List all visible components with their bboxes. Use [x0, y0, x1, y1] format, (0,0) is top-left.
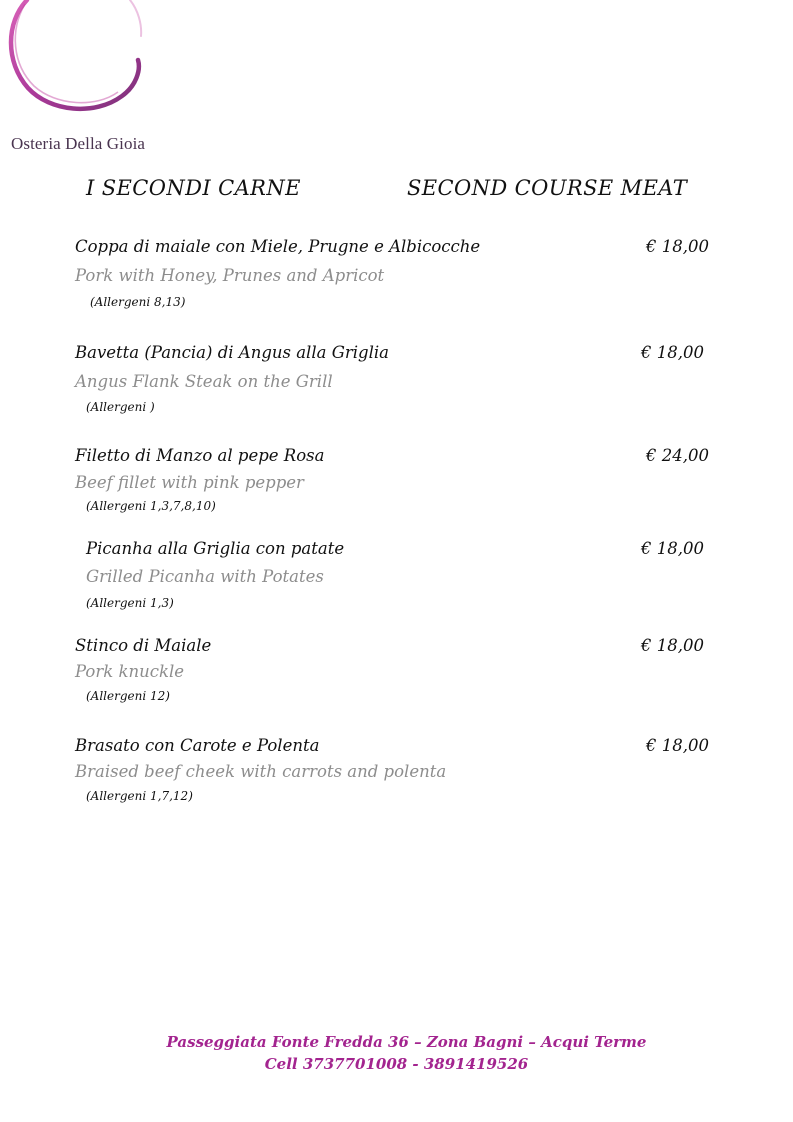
dish-price: € 18,00 [646, 736, 709, 755]
dish-allergens: (Allergeni 1,3,7,8,10) [86, 499, 216, 513]
dish-name-italian: Filetto di Manzo al pepe Rosa [75, 446, 325, 465]
dish-price: € 24,00 [646, 446, 709, 465]
dish-price: € 18,00 [646, 237, 709, 256]
dish-name-english: Angus Flank Steak on the Grill [75, 372, 333, 391]
logo-ring-icon [0, 0, 160, 130]
dish-name-english: Pork knuckle [75, 662, 185, 681]
dish-allergens: (Allergeni ) [86, 400, 155, 414]
dish-name-italian: Brasato con Carote e Polenta [75, 736, 320, 755]
dish-name-english: Braised beef cheek with carrots and polenta [75, 762, 447, 781]
dish-price: € 18,00 [641, 343, 704, 362]
dish-allergens: (Allergeni 8,13) [90, 295, 186, 309]
dish-name-italian: Bavetta (Pancia) di Angus alla Griglia [75, 343, 389, 362]
dish-name-english: Grilled Picanha with Potates [86, 567, 324, 586]
dish-allergens: (Allergeni 12) [86, 689, 170, 703]
dish-name-italian: Stinco di Maiale [75, 636, 212, 655]
dish-price: € 18,00 [641, 636, 704, 655]
dish-allergens: (Allergeni 1,7,12) [86, 789, 193, 803]
dish-name-italian: Picanha alla Griglia con patate [86, 539, 345, 558]
dish-name-english: Pork with Honey, Prunes and Apricot [75, 266, 385, 285]
footer-address: Passeggiata Fonte Fredda 36 – Zona Bagni – Acqui Terme [166, 1033, 647, 1051]
dish-price: € 18,00 [641, 539, 704, 558]
dish-name-italian: Coppa di maiale con Miele, Prugne e Albicocche [75, 237, 481, 256]
footer-phone: Cell 3737701008 - 3891419526 [264, 1055, 529, 1073]
section-title-italian: I SECONDI CARNE [86, 176, 301, 200]
brand-name: Osteria Della Gioia [11, 134, 146, 153]
section-title-english: SECOND COURSE MEAT [407, 176, 688, 200]
dish-allergens: (Allergeni 1,3) [86, 596, 174, 610]
dish-name-english: Beef fillet with pink pepper [75, 473, 304, 492]
